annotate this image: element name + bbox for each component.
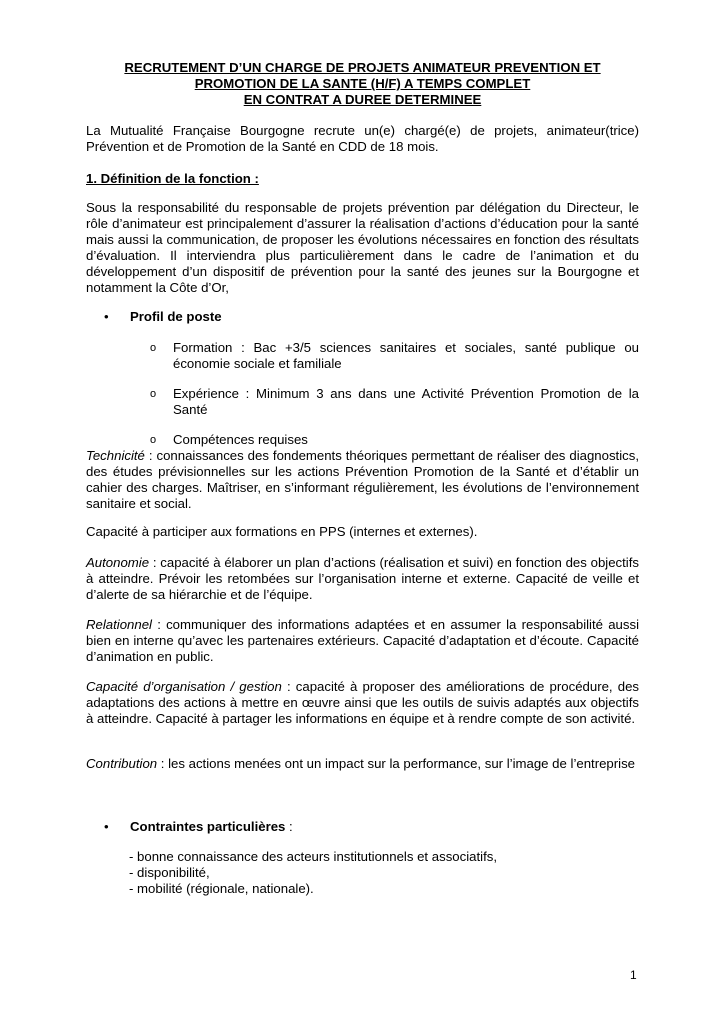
intro-text: La Mutualité Française Bourgogne recrute un(e) chargé(e) de projets, animateur(trice) Prévention et de Promotion de la Santé en CDD de 18 mois. [86,123,639,154]
relationnel-label: Relationnel [86,617,152,632]
organisation-text: : capacité à proposer des améliorations de procédure, des adaptations des actions à mettre en œuvre ainsi que les outils de suivis adaptés aux objectifs à atteindre. Capacité à partager les informations en équipe et à rendre compte de son activité. [86,679,640,726]
section-1-heading [86,171,639,187]
intro-paragraph [86,123,639,155]
technicite-paragraph [86,448,639,512]
list-item: - bonne connaissance des acteurs institutionnels et associatifs, [129,849,497,864]
bullet-icon: • [104,309,109,324]
contribution-label: Contribution [86,756,158,771]
title-line-1: RECRUTEMENT D’UN CHARGE DE PROJETS ANIMATEUR PREVENTION ET [124,60,601,75]
contribution-text: : les actions menées ont un impact sur la performance, sur l’image de l’entreprise [157,756,636,771]
circle-bullet-icon: o [150,388,157,400]
contraintes-heading-text: Contraintes particulières [130,819,286,834]
organisation-label: Capacité d’organisation / gestion [86,679,282,694]
section-1-text: Sous la responsabilité du responsable de projets prévention par délégation du Directeur, le rôle d’animateur est principalement d’assurer la réalisation d’actions d’éducation pour la santé mais aussi la communication, de proposer les évolutions nécessaires en fonction des résultats d’évaluation. Il interviendra plus particulièrement dans le cadre de l’animation et du développement d’un dispositif de prévention pour la santé des jeunes sur la Bourgogne et notamment la Côte d’Or, [86,200,639,295]
autonomie-text: : capacité à élaborer un plan d’actions (réalisation et suivi) en fonction des objectifs à atteindre. Prévoir les retombées sur l’organisation interne et externe. Capacité de veille et d’alerte de sa hiérarchie et de l’équipe. [86,555,639,602]
title-line-2: PROMOTION DE LA SANTE (H/F) A TEMPS COMPLET [194,76,531,91]
competences-item [86,432,639,448]
section-1-paragraph [86,200,639,296]
contraintes-list [129,849,629,897]
page-number: 1 [630,968,637,982]
technicite-label: Technicité [86,448,145,463]
organisation-paragraph [86,679,639,727]
technicite-text: : connaissances des fondements théoriques permettant de réaliser des diagnostics, des études prévisionnelles sur les actions Prévention Promotion de la Santé et d’établir un cahier des charges. Maîtriser, en s’informant régulièrement, les évolutions de l’environnement sanitaire et social. [86,448,639,511]
autonomie-label: Autonomie [86,555,150,570]
autonomie-paragraph [86,555,639,603]
title-line-3: EN CONTRAT A DUREE DETERMINEE [243,92,482,107]
contraintes-heading-suffix: : [285,819,293,834]
circle-bullet-icon: o [150,434,157,446]
section-1-heading-text: 1. Définition de la fonction : [86,171,259,186]
experience-text: Expérience : Minimum 3 ans dans une Activité Prévention Promotion de la Santé [173,386,639,417]
capacite-pps-paragraph [86,524,639,540]
circle-bullet-icon: o [150,342,157,354]
experience-item [86,386,639,418]
competences-text: Compétences requises [173,432,308,447]
profil-heading: Profil de poste [130,309,222,324]
formation-item [86,340,639,372]
bullet-icon: • [104,819,109,834]
list-item: - disponibilité, [129,865,210,880]
capacite-pps-text: Capacité à participer aux formations en PPS (internes et externes). [86,524,478,539]
formation-text: Formation : Bac +3/5 sciences sanitaires et sociales, santé publique ou économie sociale et familiale [173,340,639,371]
relationnel-paragraph [86,617,639,665]
contribution-paragraph [86,756,639,772]
contraintes-heading [130,819,293,835]
document-title [86,60,639,108]
relationnel-text: : communiquer des informations adaptées et en assumer la responsabilité aussi bien en interne qu’avec les partenaires extérieurs. Capacité d’adaptation et d’écoute. Capacité d’animation en public. [86,617,639,664]
list-item: - mobilité (régionale, nationale). [129,881,314,896]
